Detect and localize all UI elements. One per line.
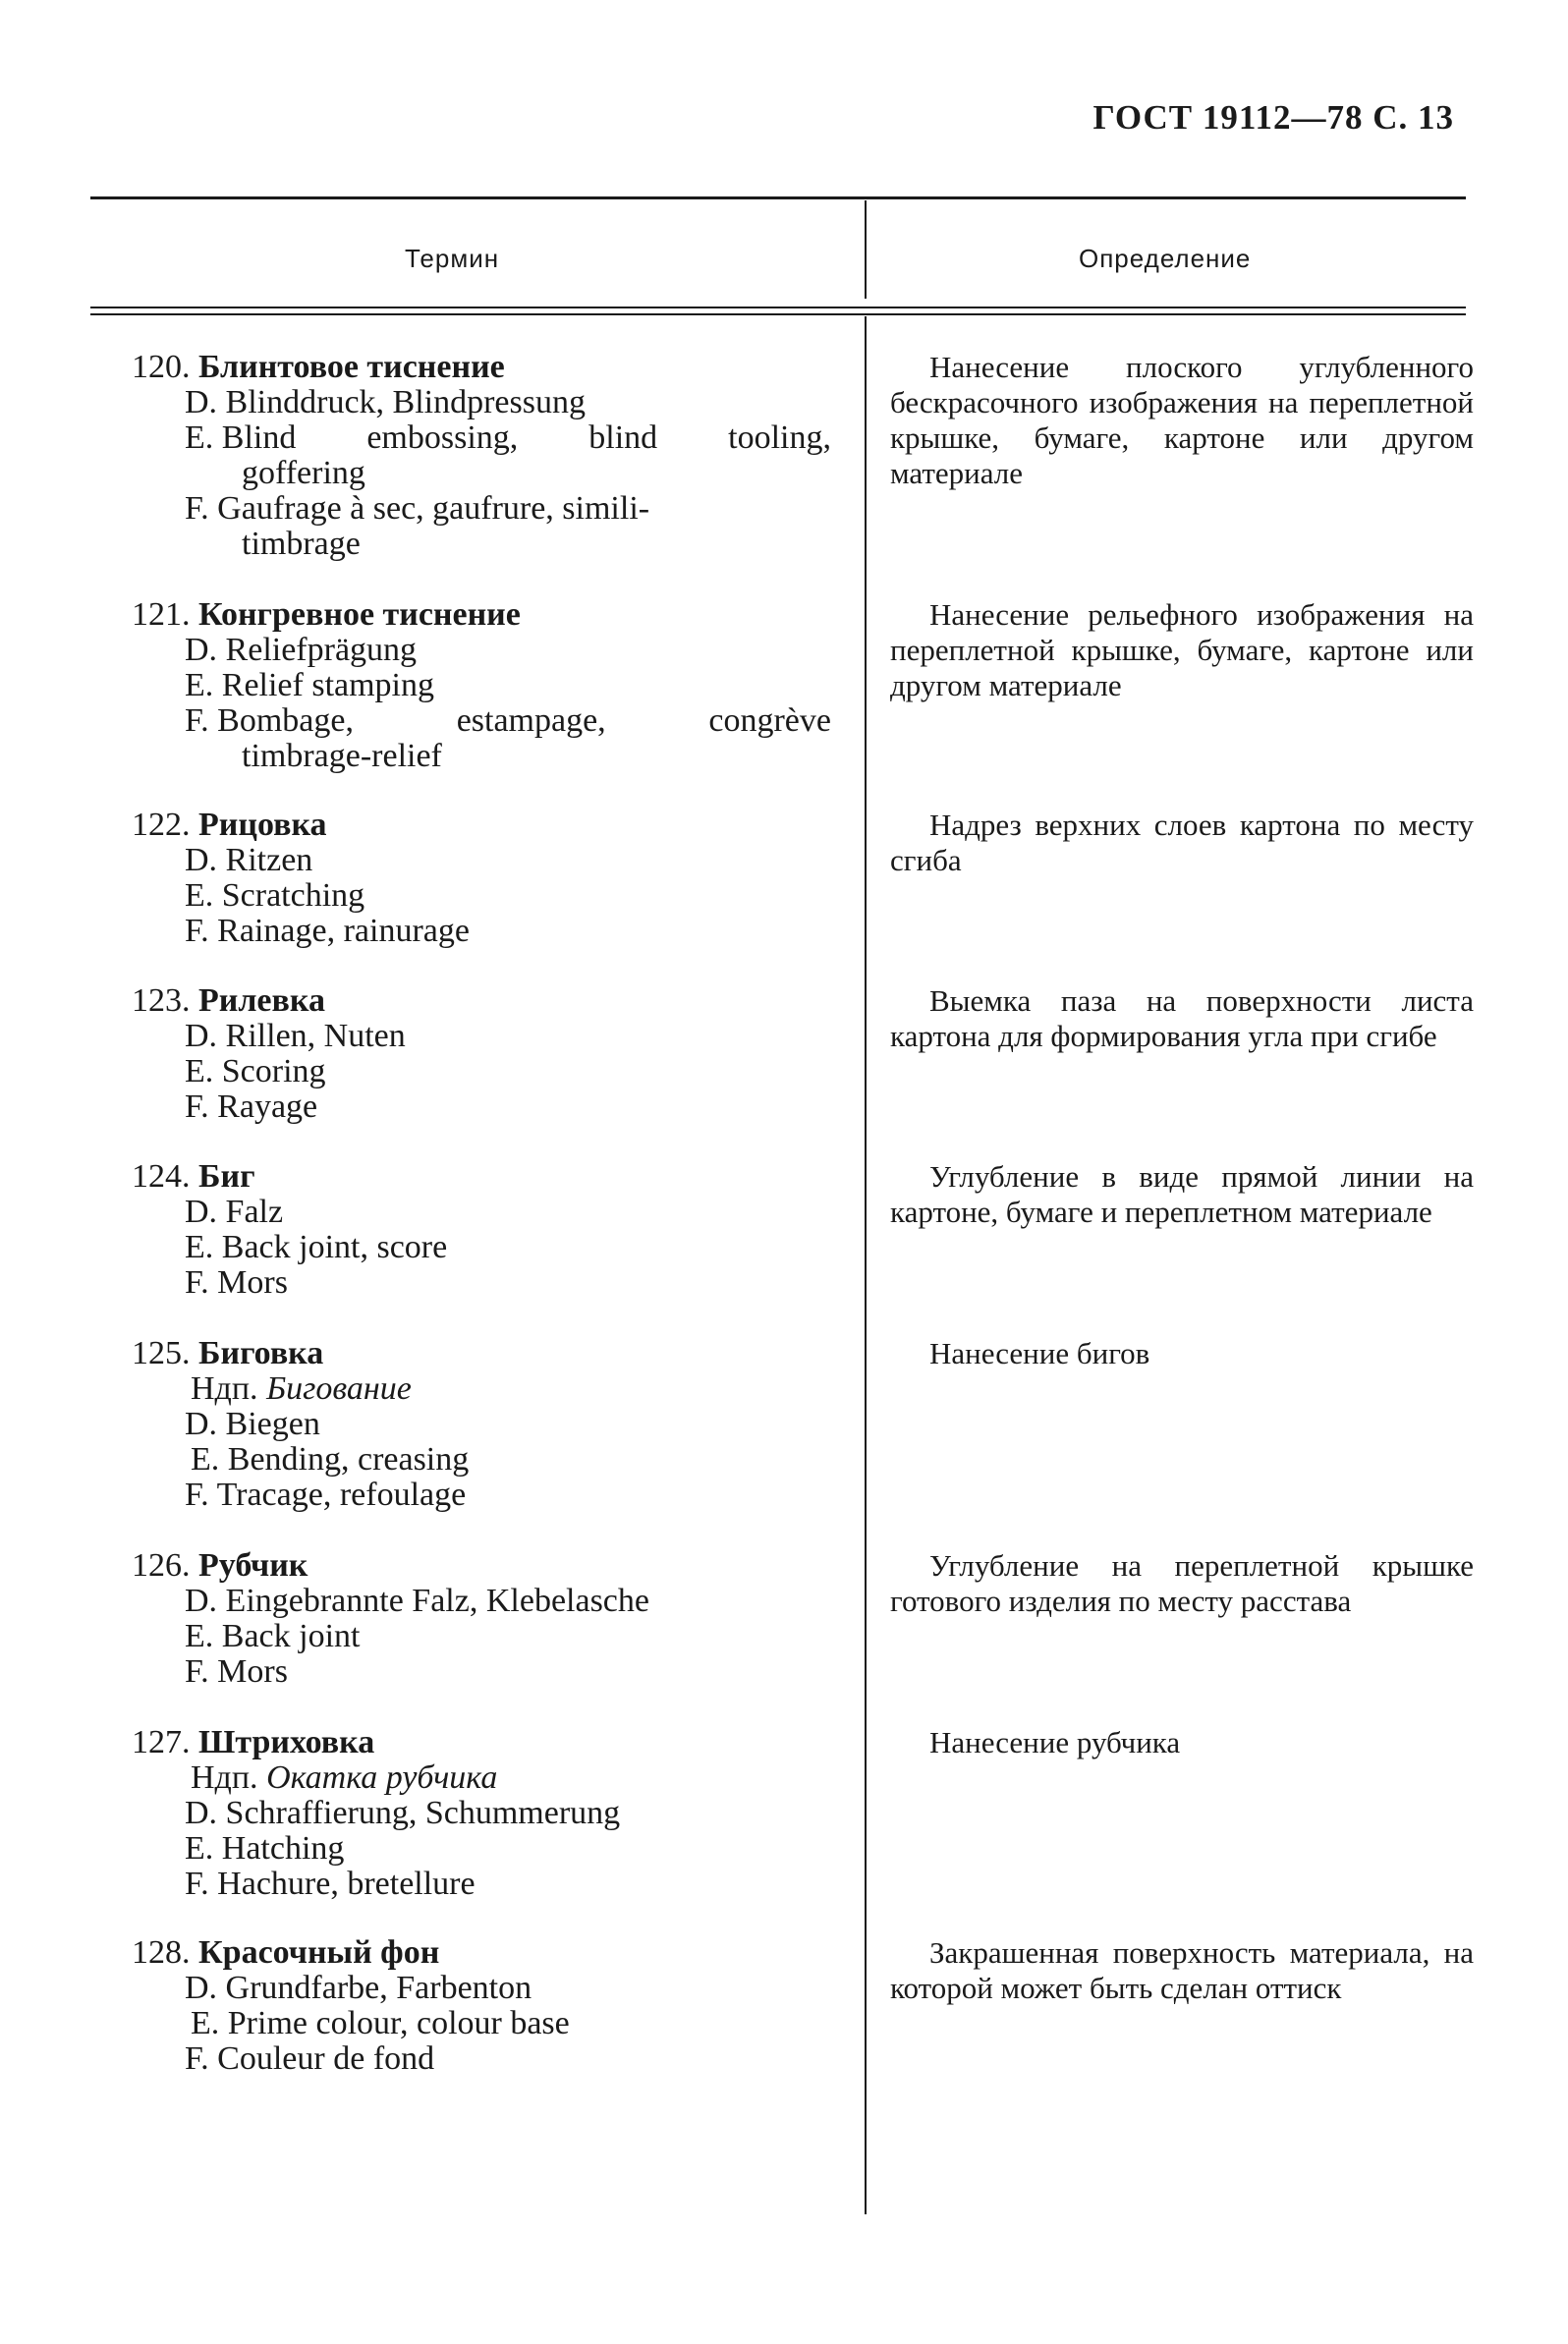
term-en-part: E. Blind — [185, 419, 297, 456]
term-title — [132, 1725, 831, 1760]
term-number: 125. — [132, 1335, 191, 1371]
term-en-part: tooling, — [728, 419, 831, 456]
definition-cell — [890, 1935, 1474, 2006]
term-number: 122. — [132, 807, 191, 843]
term-number: 120. — [132, 349, 191, 385]
column-header-definition: Определение — [1079, 244, 1252, 273]
term-fr: F. Couleur de fond — [185, 2040, 435, 2077]
page-header: ГОСТ 19112—78 С. 13 — [1092, 98, 1454, 137]
term-en: E. Bending, creasing — [191, 1441, 470, 1478]
term-number: 123. — [132, 982, 191, 1019]
term-number: 124. — [132, 1158, 191, 1195]
term-de: D. Biegen — [185, 1406, 320, 1442]
term-nonpreferred — [132, 1371, 831, 1407]
term-name: Рубчик — [198, 1547, 308, 1584]
table-header-rule-1 — [90, 307, 1466, 308]
definition-cell — [890, 808, 1474, 878]
definition-text: Углубление на переплетной крышке готового изделия по месту расстава — [890, 1548, 1474, 1618]
term-fr-part: estampage, — [456, 702, 606, 739]
term-fr: F. Mors — [185, 1653, 288, 1690]
term-name: Рицовка — [198, 807, 327, 843]
term-cell — [132, 808, 831, 949]
term-de: D. Reliefprägung — [185, 632, 418, 668]
term-name: Блинтовое тиснение — [198, 349, 505, 385]
term-cell — [132, 350, 831, 562]
term-en: E. Prime colour, colour base — [191, 2005, 570, 2041]
column-divider-head — [865, 200, 867, 299]
term-de: D. Rillen, Nuten — [185, 1018, 406, 1054]
term-title — [132, 808, 831, 843]
term-name: Красочный фон — [198, 1934, 440, 1971]
term-en: E. Scoring — [185, 1053, 326, 1089]
definition-text: Выемка паза на поверхности листа картона для формирования угла при сгибе — [890, 983, 1474, 1053]
term-number: 127. — [132, 1724, 191, 1760]
table-header-rule-2 — [90, 313, 1466, 315]
term-title — [132, 350, 831, 385]
definition-text: Нанесение бигов — [929, 1336, 1150, 1370]
term-name: Рилевка — [198, 982, 325, 1019]
term-fr-continuation: timbrage — [242, 526, 361, 562]
term-en-part: blind — [588, 419, 658, 456]
definition-cell — [890, 1159, 1474, 1230]
term-cell — [132, 1935, 831, 2077]
term-fr: F. Rayage — [185, 1088, 318, 1125]
term-fr-part: congrève — [708, 702, 831, 739]
definition-text: Нанесение плоского углубленного бескрасочного изображения на переплетной крышке, бумаге, картоне или другом материале — [890, 350, 1474, 490]
nonpreferred-term: Бигование — [266, 1370, 412, 1407]
nonpreferred-term: Окатка рубчика — [266, 1759, 498, 1796]
term-title — [132, 1159, 831, 1195]
definition-text: Нанесение рубчика — [929, 1725, 1181, 1759]
term-cell — [132, 1159, 831, 1301]
definition-cell — [890, 1548, 1474, 1619]
definition-cell — [890, 983, 1474, 1054]
term-number: 126. — [132, 1547, 191, 1584]
term-en: E. Scratching — [185, 877, 365, 914]
term-de: D. Falz — [185, 1194, 284, 1230]
definition-cell — [890, 1725, 1474, 1760]
term-fr-part: F. Bombage, — [185, 702, 354, 739]
term-fr-continuation: timbrage-relief — [242, 738, 442, 774]
term-number: 128. — [132, 1934, 191, 1971]
term-fr — [132, 703, 831, 739]
term-de: D. Grundfarbe, Farbenton — [185, 1970, 532, 2006]
term-en: E. Hatching — [185, 1830, 345, 1867]
definition-text: Нанесение рельефного изображения на переплетной крышке, бумаге, картоне или другом материале — [890, 597, 1474, 702]
table-top-rule — [90, 196, 1466, 199]
column-divider-body — [865, 316, 867, 2214]
term-de: D. Ritzen — [185, 842, 313, 878]
nonpreferred-prefix: Ндп. — [191, 1370, 258, 1407]
term-name: Конгревное тиснение — [198, 596, 521, 633]
term-fr: F. Rainage, rainurage — [185, 913, 470, 949]
term-cell — [132, 597, 831, 774]
term-en-part: embossing, — [366, 419, 519, 456]
definition-cell — [890, 350, 1474, 491]
term-de: D. Eingebrannte Falz, Klebelasche — [185, 1583, 649, 1619]
term-cell — [132, 1725, 831, 1902]
term-title — [132, 1336, 831, 1371]
term-cell — [132, 983, 831, 1125]
definition-cell — [890, 597, 1474, 703]
term-en: E. Relief stamping — [185, 667, 435, 703]
term-en: E. Back joint, score — [185, 1229, 448, 1265]
term-de: D. Blinddruck, Blindpressung — [185, 384, 586, 420]
term-title — [132, 1548, 831, 1584]
term-name: Биговка — [198, 1335, 324, 1371]
term-name: Биг — [198, 1158, 255, 1195]
term-en — [132, 420, 831, 456]
term-title — [132, 1935, 831, 1971]
term-cell — [132, 1548, 831, 1690]
term-en: E. Back joint — [185, 1618, 361, 1654]
term-number: 121. — [132, 596, 191, 633]
term-title — [132, 983, 831, 1019]
term-cell — [132, 1336, 831, 1513]
definition-text: Углубление в виде прямой линии на картоне, бумаге и переплетном материале — [890, 1159, 1474, 1229]
definition-text: Закрашенная поверхность материала, на которой может быть сделан оттиск — [890, 1935, 1474, 2005]
column-header-term: Термин — [405, 244, 500, 273]
term-name: Штриховка — [198, 1724, 375, 1760]
term-title — [132, 597, 831, 633]
definition-cell — [890, 1336, 1474, 1371]
term-fr: F. Tracage, refoulage — [185, 1477, 467, 1513]
term-fr: F. Gaufrage à sec, gaufrure, simili- — [185, 490, 650, 527]
definition-text: Надрез верхних слоев картона по месту сгиба — [890, 808, 1474, 877]
term-fr: F. Hachure, bretellure — [185, 1866, 476, 1902]
term-nonpreferred — [132, 1760, 831, 1796]
nonpreferred-prefix: Ндп. — [191, 1759, 258, 1796]
term-en-continuation: goffering — [242, 455, 365, 491]
term-de: D. Schraffierung, Schummerung — [185, 1795, 621, 1831]
term-fr: F. Mors — [185, 1264, 288, 1301]
